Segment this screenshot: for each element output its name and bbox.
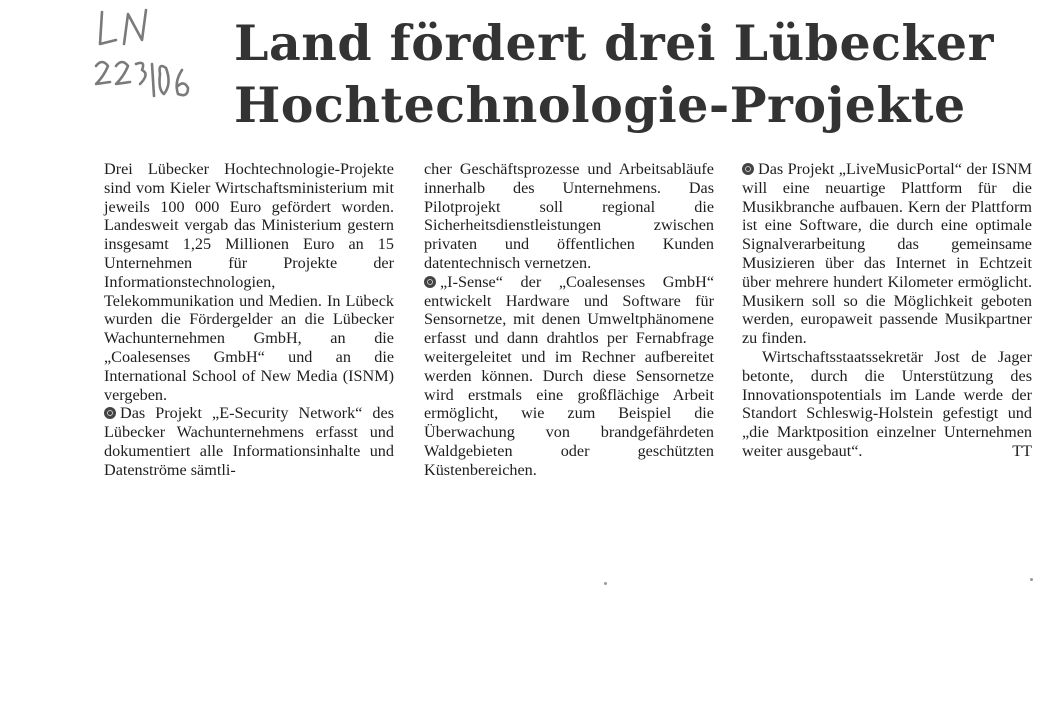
paragraph-text: „I-Sense“ der „Coalesenses GmbH“ entwickelt Hardware und Software für Sensornetze, mit denen Umweltphänomene erfasst und dann drahtlos per Fernabfrage weitergeleitet und im Rechner aufbereitet werden können. Durch diese Sensornetze wird erstmals eine großflächige Arbeit ermöglicht, wie zum Beispiel die Überwachung von brandgefährdeten Waldgebieten oder geschützten Küstenbereichen.	[424, 272, 714, 479]
handwritten-note-drawing	[88, 4, 228, 114]
bullet-icon	[742, 163, 754, 175]
author-initials: TT	[1012, 441, 1032, 460]
paragraph-text: Das Projekt „E-Security Network“ des Lübecker Wachunternehmens erfasst und dokumentiert alle Informationsinhalte und Datenströme sämtli-	[104, 404, 394, 479]
column-3-paragraph-1	[742, 160, 1032, 348]
article-column-2	[424, 160, 714, 480]
headline-line-2: Hochtechnologie-Projekte	[234, 76, 966, 134]
headline-line-1: Land fördert drei Lübecker	[234, 14, 994, 72]
scan-speck	[1030, 578, 1033, 581]
paragraph-text: Wirtschaftsstaatssekretär Jost de Jager betonte, durch die Unterstützung des Innovationspotentials im Lande werde der Standort Schleswig-Holstein gefestigt und „die Marktposition einzelner Unternehmen weiter ausgebaut“.	[742, 347, 1032, 460]
bullet-icon	[424, 276, 436, 288]
column-1-paragraph-2	[104, 404, 394, 479]
column-2-paragraph-1	[424, 160, 714, 273]
paragraph-text: Drei Lübecker Hochtechnologie-Projekte sind vom Kieler Wirtschaftsministerium mit jeweils 100 000 Euro gefördert worden. Landesweit vergab das Ministerium gestern insgesamt 1,25 Millionen Euro an 15 Unternehmen für Projekte der Informationstechnologien, Telekommunikation und Medien. In Lübeck wurden die Fördergelder an die Lübecker Wachunternehmen GmbH, an die „Coalesenses GmbH“ und an die International School of New Media (ISNM) vergeben.	[104, 160, 394, 404]
paragraph-text: cher Geschäftsprozesse und Arbeitsabläufe innerhalb des Unternehmens. Das Pilotprojekt soll regional die Sicherheitsdienstleistungen zwischen privaten und öffentlichen Kunden datentechnisch vernetzen.	[424, 160, 714, 272]
paragraph-text: Das Projekt „LiveMusicPortal“ der ISNM will eine neuartige Plattform für die Musikbranche aufbauen. Kern der Plattform ist eine Software, die durch eine optimale Signalverarbeitung das gemeinsame Musizieren über das Internet in Echtzeit über mehrere hundert Kilometer ermöglicht. Musikern soll so die Möglichkeit geboten werden, europaweit passende Musikpartner zu finden.	[742, 160, 1032, 348]
article-headline	[234, 12, 1034, 136]
article-column-1	[104, 160, 394, 480]
handwritten-date-note	[88, 4, 228, 114]
column-1-paragraph-1	[104, 160, 394, 404]
bullet-icon	[104, 407, 116, 419]
article-column-3	[742, 160, 1032, 461]
scan-speck	[604, 582, 607, 585]
column-3-paragraph-2	[742, 348, 1032, 461]
column-2-paragraph-2	[424, 273, 714, 480]
